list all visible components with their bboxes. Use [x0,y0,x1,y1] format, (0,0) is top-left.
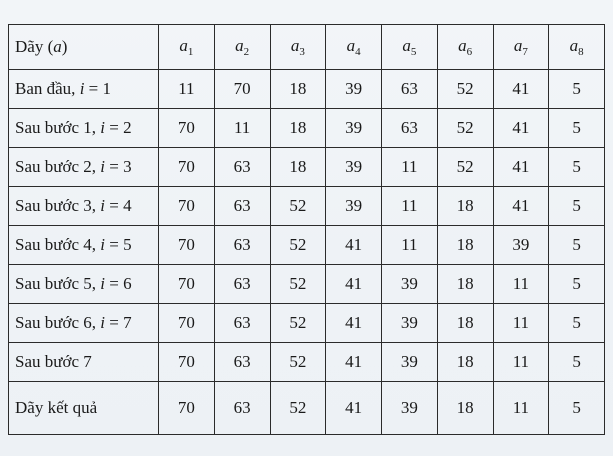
table-row [9,109,605,148]
header-label-var: a [53,37,62,56]
row-label: Sau bước 3, [15,196,101,215]
value-cell: 18 [270,148,326,187]
value-cell: 11 [493,343,549,382]
row-label-cell [9,265,159,304]
value-cell: 41 [493,109,549,148]
header-col-a6 [437,25,493,70]
value-cell: 39 [326,70,382,109]
value-cell: 11 [214,109,270,148]
value-cell: 18 [437,265,493,304]
row-label-cell [9,148,159,187]
header-subscript: 1 [187,46,194,58]
header-var: a [402,36,411,55]
value-cell: 18 [270,70,326,109]
row-index-value: = 4 [104,196,132,215]
header-subscript: 8 [578,46,584,58]
header-subscript: 4 [355,46,361,58]
header-row [9,25,605,70]
value-cell: 11 [382,187,438,226]
header-label-suffix: ) [61,37,68,56]
value-cell: 41 [326,382,382,435]
value-cell: 5 [549,265,605,304]
table-row [9,343,605,382]
value-cell: 39 [326,187,382,226]
value-cell: 18 [437,343,493,382]
value-cell: 63 [214,187,270,226]
value-cell: 5 [549,343,605,382]
value-cell: 63 [382,109,438,148]
row-label: Ban đầu, [15,79,80,98]
value-cell: 63 [214,343,270,382]
row-index-var: i [100,313,105,332]
row-index-value: = 6 [104,274,132,293]
header-col-a7 [493,25,549,70]
value-cell: 39 [382,382,438,435]
table-body [9,25,605,435]
value-cell: 41 [493,187,549,226]
header-var: a [458,36,467,55]
value-cell: 41 [326,304,382,343]
row-label: Sau bước 5, [15,274,101,293]
value-cell: 39 [382,304,438,343]
value-cell: 63 [214,304,270,343]
row-index-value: = 1 [84,79,112,98]
table-row [9,148,605,187]
header-col-a4 [326,25,382,70]
row-index-var: i [100,157,105,176]
value-cell: 63 [214,382,270,435]
value-cell: 52 [270,187,326,226]
sorting-steps-table [8,24,605,435]
row-index-value: = 5 [104,235,132,254]
row-index-value: = 7 [104,313,132,332]
table-row [9,265,605,304]
value-cell: 52 [270,265,326,304]
value-cell: 39 [382,343,438,382]
value-cell: 63 [214,148,270,187]
header-col-a1 [159,25,215,70]
row-label-cell [9,304,159,343]
value-cell: 39 [326,148,382,187]
value-cell: 11 [159,70,215,109]
row-label-cell [9,226,159,265]
value-cell: 63 [382,70,438,109]
header-var: a [235,36,244,55]
header-subscript: 5 [410,46,417,58]
value-cell: 41 [493,148,549,187]
header-var: a [290,36,300,55]
row-label: Sau bước 6, [15,313,101,332]
header-col-a5 [382,25,438,70]
row-index-value: = 2 [104,118,132,137]
value-cell: 18 [437,382,493,435]
value-cell: 18 [437,304,493,343]
value-cell: 63 [214,226,270,265]
row-label: Dãy kết quả [15,398,98,417]
row-index-var: i [100,274,105,293]
header-label-prefix: Dãy ( [15,37,54,56]
value-cell: 5 [549,70,605,109]
row-index-var: i [100,235,105,254]
value-cell: 70 [159,382,215,435]
value-cell: 41 [326,226,382,265]
header-col-a3 [270,25,326,70]
value-cell: 70 [159,265,215,304]
value-cell: 52 [270,382,326,435]
value-cell: 5 [549,226,605,265]
value-cell: 39 [326,109,382,148]
table-row [9,187,605,226]
value-cell: 5 [549,148,605,187]
table-row [9,70,605,109]
row-label-cell [9,70,159,109]
row-label: Sau bước 7 [15,352,92,371]
value-cell: 41 [326,343,382,382]
row-label-cell [9,343,159,382]
value-cell: 39 [382,265,438,304]
header-subscript: 2 [243,46,250,58]
value-cell: 5 [549,382,605,435]
header-var: a [346,36,356,55]
value-cell: 5 [549,187,605,226]
row-index-var: i [100,118,105,137]
value-cell: 11 [382,148,438,187]
row-label: Sau bước 2, [15,157,101,176]
header-var: a [179,36,188,55]
value-cell: 41 [326,265,382,304]
value-cell: 52 [437,70,493,109]
row-label: Sau bước 4, [15,235,101,254]
header-subscript: 3 [299,46,305,58]
value-cell: 18 [270,109,326,148]
value-cell: 70 [214,70,270,109]
table-row [9,226,605,265]
value-cell: 70 [159,109,215,148]
value-cell: 52 [270,304,326,343]
value-cell: 18 [437,187,493,226]
header-label-cell [9,25,159,70]
value-cell: 11 [493,304,549,343]
table-row [9,382,605,435]
value-cell: 39 [493,226,549,265]
header-var: a [569,36,579,55]
value-cell: 5 [549,109,605,148]
row-label-cell [9,382,159,435]
value-cell: 70 [159,343,215,382]
value-cell: 52 [437,109,493,148]
row-index-value: = 3 [104,157,132,176]
value-cell: 63 [214,265,270,304]
header-subscript: 7 [522,46,528,58]
value-cell: 11 [493,265,549,304]
value-cell: 18 [437,226,493,265]
row-label-cell [9,109,159,148]
value-cell: 70 [159,187,215,226]
header-var: a [513,36,523,55]
header-col-a8 [549,25,605,70]
value-cell: 52 [270,343,326,382]
value-cell: 5 [549,304,605,343]
value-cell: 41 [493,70,549,109]
value-cell: 70 [159,226,215,265]
row-label: Sau bước 1, [15,118,101,137]
value-cell: 70 [159,148,215,187]
row-label-cell [9,187,159,226]
value-cell: 70 [159,304,215,343]
row-index-var: i [79,79,85,98]
value-cell: 52 [270,226,326,265]
table-row [9,304,605,343]
header-col-a2 [214,25,270,70]
row-index-var: i [100,196,105,215]
value-cell: 52 [437,148,493,187]
header-subscript: 6 [466,46,473,58]
value-cell: 11 [382,226,438,265]
value-cell: 11 [493,382,549,435]
